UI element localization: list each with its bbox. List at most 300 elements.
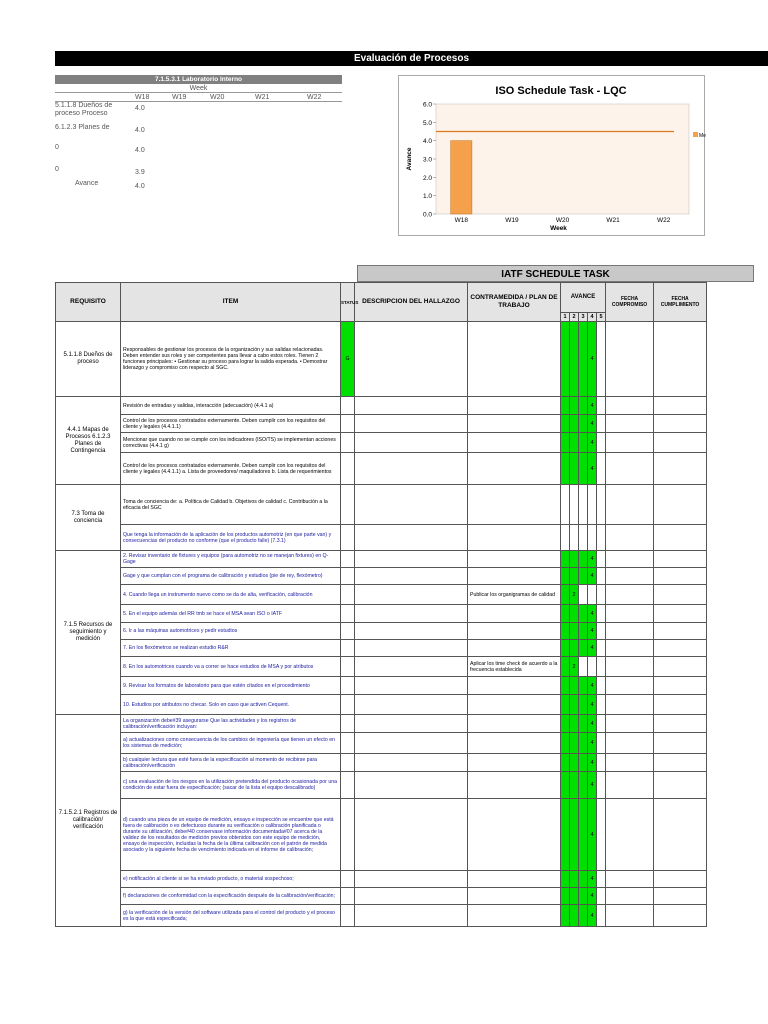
avance-cell: 4 — [588, 772, 597, 799]
avance-cell — [561, 677, 570, 695]
avance-cell — [597, 715, 606, 733]
fecha-compromiso-cell — [606, 888, 654, 905]
avance-cell — [561, 415, 570, 433]
avance-cell — [579, 568, 588, 585]
avance-cell — [561, 623, 570, 640]
table-row — [56, 871, 707, 888]
fecha-compromiso-cell — [606, 905, 654, 927]
avance-cell — [579, 799, 588, 871]
table-row — [56, 397, 707, 415]
avance-cell: 4 — [588, 605, 597, 623]
week-col: W21 — [255, 94, 270, 101]
avance-cell — [597, 433, 606, 453]
fecha-compromiso-cell — [606, 585, 654, 605]
avance-cell — [579, 733, 588, 754]
status-cell — [341, 525, 355, 551]
fecha-compromiso-cell — [606, 871, 654, 888]
fecha-cumplimiento-cell — [654, 677, 707, 695]
status-cell — [341, 605, 355, 623]
table-row — [56, 905, 707, 927]
fecha-compromiso-cell — [606, 623, 654, 640]
table-row — [56, 695, 707, 715]
avance-cell — [570, 871, 579, 888]
contramedida-cell — [468, 695, 561, 715]
fecha-compromiso-cell — [606, 799, 654, 871]
fecha-cumplimiento-cell — [654, 605, 707, 623]
status-cell — [341, 871, 355, 888]
item-cell: d) cuando una pieza de un equipo de medición, ensayo e inspección se encuentre que está fuera de calibración o es defectuoso durante su verificación o calibración planificada o durante su utilización, debe#40 conservase información documentada#07 acerca de la validez de los resultados de medición previos obtenidos con este equipo de medición, ensayo de inspección, incluidas la fecha de la última calibración con el patrón de medida asociado y la siguiente fecha de vencimiento indicada en el informe de calibración; — [121, 799, 341, 871]
week-summary-table — [55, 75, 342, 202]
avance-cell — [561, 397, 570, 415]
avance-cell — [579, 715, 588, 733]
status-cell — [341, 433, 355, 453]
fecha-cumplimiento-cell — [654, 733, 707, 754]
col-status: STATUS — [341, 283, 355, 322]
week-row-value: 3.9 — [135, 169, 145, 176]
item-cell: a) actualizaciones como consecuencia de los cambios de ingeniería que tienen un efecto en los sistemas de medición; — [121, 733, 341, 754]
avance-cell — [579, 754, 588, 772]
status-cell: G — [341, 322, 355, 397]
item-cell: Toma de conciencia de: a. Política de Calidad b. Objetivos de calidad c. Contribución a la eficacia del SGC — [121, 485, 341, 525]
avance-cell — [570, 799, 579, 871]
week-row-value: 4.0 — [135, 105, 145, 112]
avance-cell — [597, 585, 606, 605]
avance-cell — [570, 733, 579, 754]
week-row-value: 4.0 — [135, 127, 145, 134]
item-cell: Gage y que cumplan con el programa de calibración y estudios (pie de rey, flexómetro) — [121, 568, 341, 585]
status-cell — [341, 657, 355, 677]
contramedida-cell: Aplicar los time check de acuerdo a la frecuencia establecida — [468, 657, 561, 677]
table-row — [56, 453, 707, 485]
avance-cell — [579, 525, 588, 551]
avance-cell — [579, 905, 588, 927]
descripcion-cell — [355, 525, 468, 551]
avance-cell: 4 — [588, 754, 597, 772]
descripcion-cell — [355, 677, 468, 695]
avance-cell — [570, 695, 579, 715]
week-row — [55, 144, 342, 166]
avance-cell — [570, 677, 579, 695]
avance-cell — [597, 772, 606, 799]
avance-cell — [597, 640, 606, 657]
item-cell: Control de los procesos contratados externamente. Deben cumplir con los requisitos del cliente y legales (4.4.1.1) a. Lista de proveedores/ maquiladores b. Lista de requerimientos — [121, 453, 341, 485]
avance-cell — [579, 772, 588, 799]
x-tick-label: W21 — [606, 217, 620, 224]
y-tick-label: 1.0 — [422, 193, 432, 201]
avance-cell: 4 — [588, 568, 597, 585]
contramedida-cell — [468, 415, 561, 433]
avance-cell: 2 — [570, 657, 579, 677]
descripcion-cell — [355, 754, 468, 772]
status-cell — [341, 623, 355, 640]
fecha-cumplimiento-cell — [654, 657, 707, 677]
avance-cell — [561, 888, 570, 905]
status-cell — [341, 888, 355, 905]
col-contramedida: CONTRAMEDIDA / PLAN DE TRABAJO — [468, 283, 561, 322]
avance-cell: 4 — [588, 433, 597, 453]
item-cell: Mencionar que cuando no se cumple con los indicadores (ISO/TS) se implementan acciones correctivas (4.4.1 g) — [121, 433, 341, 453]
descripcion-cell — [355, 605, 468, 623]
fecha-cumplimiento-cell — [654, 415, 707, 433]
avance-cell — [597, 799, 606, 871]
contramedida-cell — [468, 799, 561, 871]
contramedida-cell — [468, 485, 561, 525]
fecha-compromiso-cell — [606, 715, 654, 733]
avance-cell — [561, 905, 570, 927]
avance-cell: 4 — [588, 453, 597, 485]
contramedida-cell — [468, 754, 561, 772]
table-row — [56, 585, 707, 605]
avance-cell — [570, 905, 579, 927]
avance-cell — [579, 677, 588, 695]
item-cell: 9. Revisar los formatos de laboratorio para que estén citados en el procedimiento — [121, 677, 341, 695]
descripcion-cell — [355, 657, 468, 677]
fecha-compromiso-cell — [606, 772, 654, 799]
avance-cell: 2 — [570, 585, 579, 605]
avance-col-3: 3 — [579, 313, 588, 322]
avance-cell — [597, 525, 606, 551]
plot-area — [436, 104, 689, 214]
avance-cell — [597, 657, 606, 677]
avance-cell — [561, 657, 570, 677]
col-descripcion: DESCRIPCION DEL HALLAZGO — [355, 283, 468, 322]
contramedida-cell — [468, 888, 561, 905]
item-cell: 8. En los automotrices cuando va a correr se hace estudios de MSA y por atributos — [121, 657, 341, 677]
status-cell — [341, 453, 355, 485]
fecha-cumplimiento-cell — [654, 640, 707, 657]
fecha-compromiso-cell — [606, 733, 654, 754]
week-row-label: 0 — [55, 166, 59, 173]
avance-cell: 4 — [588, 888, 597, 905]
contramedida-cell — [468, 677, 561, 695]
avance-col-2: 2 — [570, 313, 579, 322]
avance-cell — [570, 754, 579, 772]
avance-cell — [597, 888, 606, 905]
avance-cell — [561, 695, 570, 715]
avance-cell — [597, 695, 606, 715]
contramedida-cell — [468, 605, 561, 623]
avance-cell: 4 — [588, 397, 597, 415]
avance-cell — [561, 605, 570, 623]
descripcion-cell — [355, 888, 468, 905]
avance-cell — [561, 715, 570, 733]
descripcion-cell — [355, 695, 468, 715]
contramedida-cell — [468, 772, 561, 799]
page-title: Evaluación de Procesos — [55, 51, 768, 66]
fecha-cumplimiento-cell — [654, 397, 707, 415]
item-cell: 2. Revisar inventario de fixtures y equipos (para automotriz no se manejan fixtures) en Q-Gage — [121, 551, 341, 568]
avance-cell — [597, 677, 606, 695]
fecha-cumplimiento-cell — [654, 623, 707, 640]
fecha-cumplimiento-cell — [654, 695, 707, 715]
descripcion-cell — [355, 397, 468, 415]
fecha-cumplimiento-cell — [654, 453, 707, 485]
fecha-compromiso-cell — [606, 433, 654, 453]
week-col: W22 — [307, 94, 322, 101]
table-row — [56, 888, 707, 905]
avance-cell — [588, 585, 597, 605]
item-cell: 7. En los flexómetros se realizan estudio R&R — [121, 640, 341, 657]
descripcion-cell — [355, 568, 468, 585]
avance-cell — [579, 551, 588, 568]
avance-cell — [597, 551, 606, 568]
y-tick-label: 0.0 — [422, 211, 432, 219]
fecha-cumplimiento-cell — [654, 525, 707, 551]
x-tick-label: W19 — [505, 217, 519, 224]
fecha-cumplimiento-cell — [654, 715, 707, 733]
avance-cell — [597, 568, 606, 585]
status-cell — [341, 772, 355, 799]
col-item: ITEM — [121, 283, 341, 322]
col-requisito: REQUISITO — [56, 283, 121, 322]
contramedida-cell — [468, 322, 561, 397]
avance-cell — [588, 657, 597, 677]
week-row-label: Avance — [75, 180, 99, 187]
avance-cell — [570, 772, 579, 799]
contramedida-cell — [468, 623, 561, 640]
requisito-cell: 4.4.1 Mapas de Procesos 6.1.2.3 Planes de Contingencia — [56, 397, 121, 485]
avance-cell — [597, 605, 606, 623]
avance-cell — [561, 322, 570, 397]
descripcion-cell — [355, 453, 468, 485]
iatf-title: IATF SCHEDULE TASK — [357, 265, 754, 282]
avance-cell — [597, 754, 606, 772]
descripcion-cell — [355, 551, 468, 568]
status-cell — [341, 640, 355, 657]
status-cell — [341, 551, 355, 568]
week-col: W20 — [210, 94, 225, 101]
fecha-cumplimiento-cell — [654, 585, 707, 605]
requisito-cell: 7.1.5 Recursos de seguimiento y medición — [56, 551, 121, 715]
avance-cell: 4 — [588, 623, 597, 640]
avance-cell — [579, 415, 588, 433]
descripcion-cell — [355, 433, 468, 453]
avance-cell — [579, 605, 588, 623]
fecha-compromiso-cell — [606, 754, 654, 772]
fecha-compromiso-cell — [606, 605, 654, 623]
status-cell — [341, 415, 355, 433]
fecha-cumplimiento-cell — [654, 888, 707, 905]
item-cell: La organización debe#39 asegurarse Que las actividades y los registros de calibración/verificación incluyan: — [121, 715, 341, 733]
legend-label: Me — [699, 133, 706, 139]
week-columns — [55, 93, 342, 102]
fecha-cumplimiento-cell — [654, 485, 707, 525]
descripcion-cell — [355, 871, 468, 888]
item-cell: Responsables de gestionar los procesos de la organización y sus salidas relacionadas. Deben entender sus roles y ser competentes para llevar a cabo estos roles. Tienen 2 funciones principales: • Gestionar su proceso para lograr la salida esperada. • Demostrar liderazgo y compromiso con respecto al SGC. — [121, 322, 341, 397]
descripcion-cell — [355, 322, 468, 397]
table-row — [56, 623, 707, 640]
y-tick-label: 5.0 — [422, 119, 432, 127]
fecha-compromiso-cell — [606, 568, 654, 585]
avance-cell — [570, 397, 579, 415]
descripcion-cell — [355, 415, 468, 433]
avance-cell — [597, 485, 606, 525]
item-cell: b) cualquier lectura que esté fuera de la especificación al momento de recibirse para calibración/verificación — [121, 754, 341, 772]
chart-title: ISO Schedule Task - LQC — [495, 85, 627, 97]
fecha-cumplimiento-cell — [654, 871, 707, 888]
week-row — [55, 166, 342, 180]
avance-cell: 4 — [588, 695, 597, 715]
avance-cell — [570, 551, 579, 568]
table-row — [56, 799, 707, 871]
table-row — [56, 551, 707, 568]
iso-schedule-chart — [398, 75, 705, 236]
iatf-schedule-table — [55, 282, 707, 927]
contramedida-cell — [468, 640, 561, 657]
contramedida-cell — [468, 733, 561, 754]
week-row-value: 4.0 — [135, 183, 145, 190]
contramedida-cell — [468, 905, 561, 927]
x-tick-label: W20 — [555, 217, 570, 224]
descripcion-cell — [355, 623, 468, 640]
table-row — [56, 677, 707, 695]
contramedida-cell — [468, 715, 561, 733]
avance-cell — [561, 754, 570, 772]
contramedida-cell — [468, 433, 561, 453]
x-axis-label: Week — [550, 225, 567, 232]
table-row — [56, 485, 707, 525]
avance-cell — [570, 453, 579, 485]
avance-cell — [579, 871, 588, 888]
descripcion-cell — [355, 640, 468, 657]
item-cell: Revisión de entradas y salidas, interacción (adecuación) (4.4.1 a) — [121, 397, 341, 415]
avance-cell: 4 — [588, 640, 597, 657]
avance-cell — [597, 397, 606, 415]
table-row — [56, 657, 707, 677]
status-cell — [341, 485, 355, 525]
avance-cell — [561, 799, 570, 871]
status-cell — [341, 733, 355, 754]
avance-cell — [579, 585, 588, 605]
avance-cell — [561, 568, 570, 585]
item-cell: 5. En el equipo además del RR tmb se hace el MSA sean ISO o IATF — [121, 605, 341, 623]
avance-col-1: 1 — [561, 313, 570, 322]
descripcion-cell — [355, 585, 468, 605]
avance-cell — [579, 485, 588, 525]
fecha-compromiso-cell — [606, 397, 654, 415]
avance-cell — [579, 657, 588, 677]
y-tick-label: 6.0 — [422, 101, 432, 109]
status-cell — [341, 715, 355, 733]
avance-cell — [561, 525, 570, 551]
chart-svg — [399, 76, 706, 237]
avance-cell — [588, 525, 597, 551]
table-row — [56, 715, 707, 733]
fecha-cumplimiento-cell — [654, 433, 707, 453]
y-axis-label: Avance — [406, 147, 413, 171]
status-cell — [341, 799, 355, 871]
avance-cell — [561, 551, 570, 568]
fecha-cumplimiento-cell — [654, 568, 707, 585]
table-row — [56, 772, 707, 799]
avance-cell — [561, 585, 570, 605]
avance-cell — [570, 525, 579, 551]
table-row — [56, 754, 707, 772]
avance-cell — [570, 715, 579, 733]
item-cell: f) declaraciones de conformidad con la especificación después de la calibración/verificación; — [121, 888, 341, 905]
avance-cell — [570, 433, 579, 453]
fecha-compromiso-cell — [606, 695, 654, 715]
avance-cell — [579, 623, 588, 640]
avance-cell — [570, 485, 579, 525]
fecha-compromiso-cell — [606, 415, 654, 433]
avance-cell: 4 — [588, 905, 597, 927]
table-row — [56, 433, 707, 453]
avance-cell — [561, 453, 570, 485]
week-row-value: 4.0 — [135, 147, 145, 154]
week-table-header: 7.1.5.3.1 Laboratorio Interno — [55, 75, 342, 84]
avance-cell — [561, 433, 570, 453]
avance-cell — [597, 905, 606, 927]
x-tick-label: W18 — [454, 217, 468, 224]
avance-cell — [588, 485, 597, 525]
avance-cell — [597, 322, 606, 397]
bar — [451, 141, 472, 214]
requisito-cell: 5.1.1.8 Dueños de proceso — [56, 322, 121, 397]
table-row — [56, 525, 707, 551]
avance-cell — [561, 871, 570, 888]
week-row-label: 0 — [55, 144, 59, 151]
table-row — [56, 605, 707, 623]
fecha-compromiso-cell — [606, 525, 654, 551]
descripcion-cell — [355, 905, 468, 927]
requisito-cell: 7.3 Toma de conciencia — [56, 485, 121, 551]
fecha-cumplimiento-cell — [654, 905, 707, 927]
avance-col-4: 4 — [588, 313, 597, 322]
item-cell: c) una evaluación de los riesgos en la utilización pretendida del producto ocasionada por una condición de estar fuera de especificación; (sacar de la lista el equipo descalibrado) — [121, 772, 341, 799]
descripcion-cell — [355, 485, 468, 525]
descripcion-cell — [355, 799, 468, 871]
fecha-cumplimiento-cell — [654, 551, 707, 568]
avance-cell — [570, 640, 579, 657]
item-cell: g) la verificación de la versión del software utilizada para el control del producto y el proceso es la que está especificada; — [121, 905, 341, 927]
contramedida-cell — [468, 551, 561, 568]
avance-cell: 4 — [588, 715, 597, 733]
col-fecha-cumplimiento: FECHA CUMPLIMIENTO — [654, 283, 707, 322]
descripcion-cell — [355, 733, 468, 754]
week-col: W19 — [172, 94, 187, 101]
avance-cell: 4 — [588, 799, 597, 871]
avance-cell — [561, 733, 570, 754]
week-row — [55, 180, 342, 202]
fecha-compromiso-cell — [606, 677, 654, 695]
week-table-subheader: Week — [55, 84, 342, 93]
item-cell: Control de los procesos contratados externamente. Deben cumplir con los requisitos del cliente y legales (4.4.1.1) — [121, 415, 341, 433]
status-cell — [341, 397, 355, 415]
fecha-cumplimiento-cell — [654, 754, 707, 772]
avance-cell: 4 — [588, 871, 597, 888]
avance-cell — [570, 415, 579, 433]
avance-cell: 4 — [588, 733, 597, 754]
avance-cell: 4 — [588, 677, 597, 695]
avance-cell — [579, 322, 588, 397]
y-tick-label: 3.0 — [422, 156, 432, 164]
table-row — [56, 640, 707, 657]
item-cell: Que tenga la información de la aplicación de los productos automotriz (en que parte van) y consecuencias del producto no conforme (que el producto falle) (7.3.1) — [121, 525, 341, 551]
status-cell — [341, 585, 355, 605]
legend-swatch — [693, 132, 698, 137]
fecha-compromiso-cell — [606, 551, 654, 568]
avance-cell — [570, 605, 579, 623]
avance-cell — [570, 888, 579, 905]
table-row — [56, 733, 707, 754]
col-avance: AVANCE — [561, 283, 606, 313]
fecha-cumplimiento-cell — [654, 799, 707, 871]
x-tick-label: W22 — [657, 217, 671, 224]
avance-cell — [597, 733, 606, 754]
week-row-label: 6.1.2.3 Planes de — [55, 124, 110, 131]
status-cell — [341, 905, 355, 927]
